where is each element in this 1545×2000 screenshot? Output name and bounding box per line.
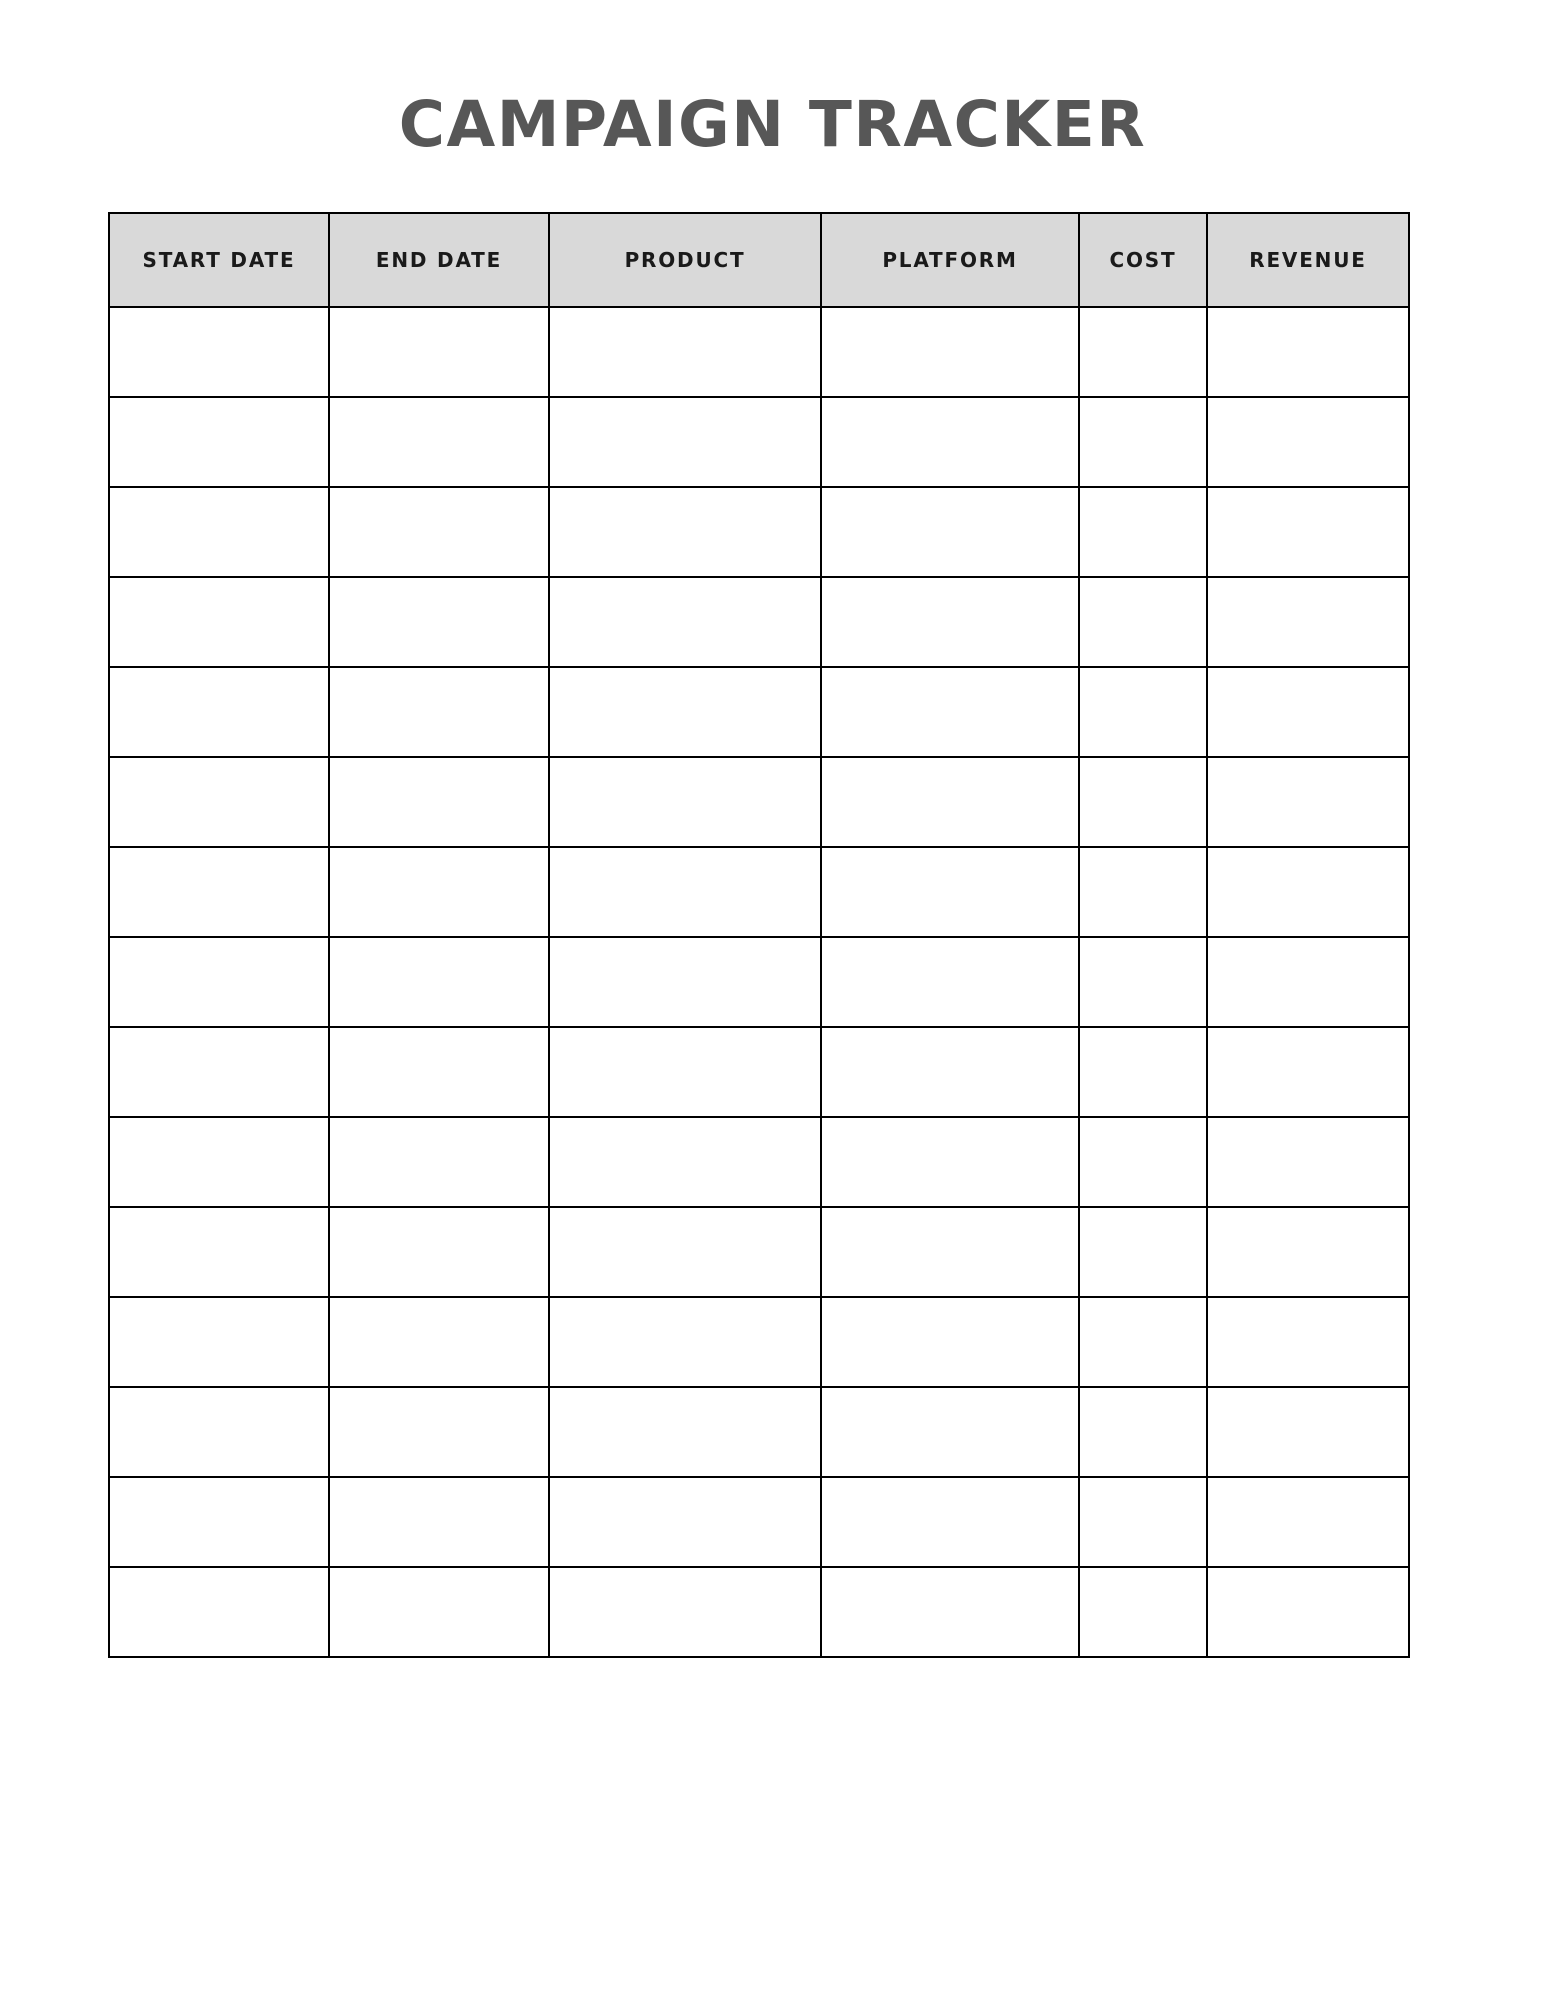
cell-product[interactable] — [549, 397, 821, 487]
cell-cost[interactable] — [1079, 1477, 1207, 1567]
cell-revenue[interactable] — [1207, 757, 1409, 847]
cell-start_date[interactable] — [109, 757, 329, 847]
cell-product[interactable] — [549, 577, 821, 667]
table-row — [109, 1117, 1409, 1207]
cell-product[interactable] — [549, 847, 821, 937]
table-row — [109, 667, 1409, 757]
cell-end_date[interactable] — [329, 307, 549, 397]
cell-cost[interactable] — [1079, 1027, 1207, 1117]
column-header-product: PRODUCT — [549, 213, 821, 307]
cell-revenue[interactable] — [1207, 1117, 1409, 1207]
cell-cost[interactable] — [1079, 757, 1207, 847]
table-row — [109, 757, 1409, 847]
cell-end_date[interactable] — [329, 1567, 549, 1657]
cell-cost[interactable] — [1079, 1207, 1207, 1297]
table-row — [109, 487, 1409, 577]
column-header-platform: PLATFORM — [821, 213, 1079, 307]
cell-product[interactable] — [549, 1387, 821, 1477]
cell-cost[interactable] — [1079, 307, 1207, 397]
cell-platform[interactable] — [821, 1477, 1079, 1567]
cell-platform[interactable] — [821, 1567, 1079, 1657]
column-header-end-date: END DATE — [329, 213, 549, 307]
cell-platform[interactable] — [821, 1117, 1079, 1207]
cell-revenue[interactable] — [1207, 847, 1409, 937]
cell-end_date[interactable] — [329, 757, 549, 847]
cell-start_date[interactable] — [109, 1297, 329, 1387]
cell-cost[interactable] — [1079, 847, 1207, 937]
cell-revenue[interactable] — [1207, 1477, 1409, 1567]
cell-platform[interactable] — [821, 757, 1079, 847]
cell-cost[interactable] — [1079, 1117, 1207, 1207]
table-row — [109, 937, 1409, 1027]
cell-cost[interactable] — [1079, 1297, 1207, 1387]
cell-cost[interactable] — [1079, 1387, 1207, 1477]
cell-start_date[interactable] — [109, 1477, 329, 1567]
table-header-row — [109, 213, 1409, 307]
cell-start_date[interactable] — [109, 1027, 329, 1117]
cell-end_date[interactable] — [329, 487, 549, 577]
cell-platform[interactable] — [821, 487, 1079, 577]
cell-cost[interactable] — [1079, 397, 1207, 487]
cell-product[interactable] — [549, 1477, 821, 1567]
cell-start_date[interactable] — [109, 667, 329, 757]
table-row — [109, 1027, 1409, 1117]
cell-revenue[interactable] — [1207, 397, 1409, 487]
page-title: CAMPAIGN TRACKER — [398, 88, 1147, 161]
column-header-revenue: REVENUE — [1207, 213, 1409, 307]
cell-product[interactable] — [549, 1117, 821, 1207]
cell-end_date[interactable] — [329, 667, 549, 757]
cell-cost[interactable] — [1079, 667, 1207, 757]
cell-platform[interactable] — [821, 667, 1079, 757]
cell-end_date[interactable] — [329, 397, 549, 487]
cell-end_date[interactable] — [329, 1207, 549, 1297]
cell-end_date[interactable] — [329, 1387, 549, 1477]
cell-end_date[interactable] — [329, 1027, 549, 1117]
cell-revenue[interactable] — [1207, 937, 1409, 1027]
cell-cost[interactable] — [1079, 1567, 1207, 1657]
cell-start_date[interactable] — [109, 1567, 329, 1657]
cell-revenue[interactable] — [1207, 487, 1409, 577]
cell-platform[interactable] — [821, 937, 1079, 1027]
cell-revenue[interactable] — [1207, 1027, 1409, 1117]
cell-platform[interactable] — [821, 1027, 1079, 1117]
cell-start_date[interactable] — [109, 487, 329, 577]
cell-revenue[interactable] — [1207, 1207, 1409, 1297]
cell-revenue[interactable] — [1207, 1567, 1409, 1657]
cell-platform[interactable] — [821, 1207, 1079, 1297]
cell-cost[interactable] — [1079, 937, 1207, 1027]
cell-product[interactable] — [549, 1297, 821, 1387]
cell-end_date[interactable] — [329, 1117, 549, 1207]
table-row — [109, 397, 1409, 487]
table-row — [109, 1387, 1409, 1477]
cell-revenue[interactable] — [1207, 1387, 1409, 1477]
campaign-tracker-table — [108, 212, 1410, 1658]
cell-end_date[interactable] — [329, 1297, 549, 1387]
cell-revenue[interactable] — [1207, 307, 1409, 397]
cell-product[interactable] — [549, 307, 821, 397]
cell-start_date[interactable] — [109, 577, 329, 667]
cell-start_date[interactable] — [109, 307, 329, 397]
cell-start_date[interactable] — [109, 937, 329, 1027]
table-header — [109, 213, 1409, 307]
cell-revenue[interactable] — [1207, 1297, 1409, 1387]
cell-revenue[interactable] — [1207, 667, 1409, 757]
table-body — [109, 307, 1409, 1657]
cell-product[interactable] — [549, 487, 821, 577]
cell-start_date[interactable] — [109, 1207, 329, 1297]
cell-cost[interactable] — [1079, 577, 1207, 667]
cell-platform[interactable] — [821, 1387, 1079, 1477]
cell-end_date[interactable] — [329, 577, 549, 667]
cell-platform[interactable] — [821, 307, 1079, 397]
table-row — [109, 847, 1409, 937]
cell-start_date[interactable] — [109, 1387, 329, 1477]
cell-platform[interactable] — [821, 847, 1079, 937]
cell-product[interactable] — [549, 757, 821, 847]
cell-revenue[interactable] — [1207, 577, 1409, 667]
table-row — [109, 1297, 1409, 1387]
column-header-start-date: START DATE — [109, 213, 329, 307]
cell-start_date[interactable] — [109, 847, 329, 937]
cell-platform[interactable] — [821, 397, 1079, 487]
cell-product[interactable] — [549, 937, 821, 1027]
cell-end_date[interactable] — [329, 1477, 549, 1567]
cell-start_date[interactable] — [109, 397, 329, 487]
cell-product[interactable] — [549, 667, 821, 757]
cell-end_date[interactable] — [329, 847, 549, 937]
table-row — [109, 307, 1409, 397]
cell-cost[interactable] — [1079, 487, 1207, 577]
table-row — [109, 577, 1409, 667]
cell-end_date[interactable] — [329, 937, 549, 1027]
cell-product[interactable] — [549, 1207, 821, 1297]
column-header-cost: COST — [1079, 213, 1207, 307]
cell-start_date[interactable] — [109, 1117, 329, 1207]
cell-product[interactable] — [549, 1027, 821, 1117]
table-row — [109, 1477, 1409, 1567]
cell-platform[interactable] — [821, 577, 1079, 667]
table-row — [109, 1567, 1409, 1657]
cell-product[interactable] — [549, 1567, 821, 1657]
table-row — [109, 1207, 1409, 1297]
cell-platform[interactable] — [821, 1297, 1079, 1387]
